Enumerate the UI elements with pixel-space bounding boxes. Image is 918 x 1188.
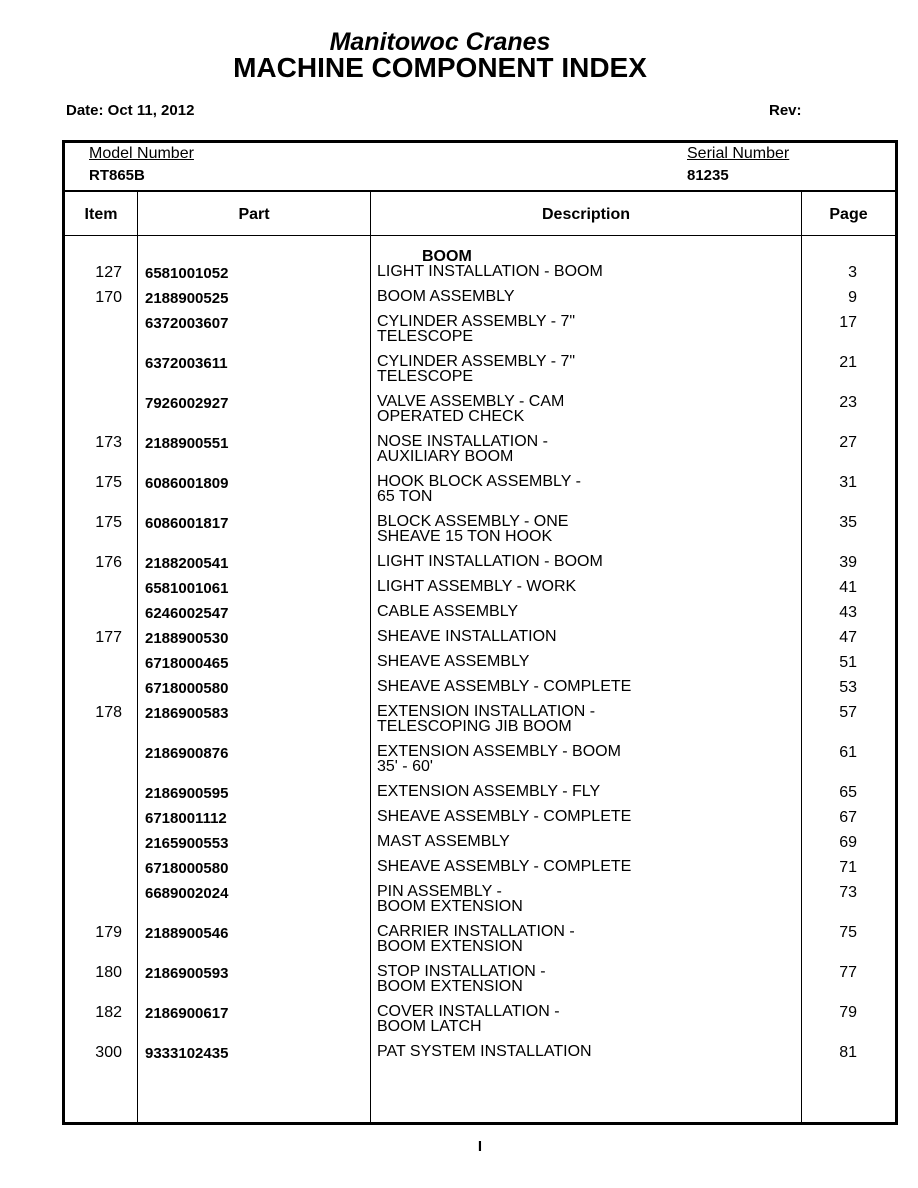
row-part-number: 6581001052 <box>145 265 229 282</box>
row-item-number: 177 <box>95 629 122 646</box>
row-page-number: 81 <box>839 1044 857 1061</box>
row-description-line-1: STOP INSTALLATION - <box>377 963 546 980</box>
row-part-number: 2188900551 <box>145 435 229 452</box>
row-page-number: 61 <box>839 744 857 761</box>
row-description-line-1: BLOCK ASSEMBLY - ONE <box>377 513 569 530</box>
row-item-number: 175 <box>95 474 122 491</box>
row-item-number: 180 <box>95 964 122 981</box>
row-description <box>377 354 777 384</box>
row-description-line-2: TELESCOPE <box>377 328 474 345</box>
row-description-line-1: SHEAVE ASSEMBLY - COMPLETE <box>377 678 632 695</box>
row-description-line-2: TELESCOPING JIB BOOM <box>377 718 572 735</box>
row-description-line-1: LIGHT ASSEMBLY - WORK <box>377 578 577 595</box>
row-description-line-2: AUXILIARY BOOM <box>377 448 514 465</box>
row-page-number: 75 <box>839 924 857 941</box>
row-description <box>377 314 777 344</box>
document-title: MACHINE COMPONENT INDEX <box>233 52 647 83</box>
column-divider-part <box>370 191 371 1122</box>
document-date: Date: Oct 11, 2012 <box>66 102 195 119</box>
row-part-number: 2186900617 <box>145 1005 229 1022</box>
row-description <box>377 579 777 594</box>
row-description-line-1: LIGHT INSTALLATION - BOOM <box>377 553 603 570</box>
row-page-number: 23 <box>839 394 857 411</box>
row-item-number: 176 <box>95 554 122 571</box>
row-part-number: 6689002024 <box>145 885 229 902</box>
row-description-line-1: HOOK BLOCK ASSEMBLY - <box>377 473 581 490</box>
row-description-line-1: NOSE INSTALLATION - <box>377 433 548 450</box>
row-description-line-1: PIN ASSEMBLY - <box>377 883 502 900</box>
row-description <box>377 859 777 874</box>
row-description-line-1: CYLINDER ASSEMBLY - 7" <box>377 353 576 370</box>
row-description <box>377 289 777 304</box>
component-index-table <box>62 140 898 1125</box>
row-part-number: 6718000580 <box>145 680 229 697</box>
row-description-line-1: VALVE ASSEMBLY - CAM <box>377 393 565 410</box>
row-description <box>377 679 777 694</box>
row-description <box>377 434 777 464</box>
row-description <box>377 629 777 644</box>
header-divider <box>65 190 895 192</box>
row-item-number: 173 <box>95 434 122 451</box>
row-part-number: 2165900553 <box>145 835 229 852</box>
row-description-line-1: SHEAVE ASSEMBLY - COMPLETE <box>377 808 632 825</box>
row-description-line-1: SHEAVE ASSEMBLY <box>377 653 530 670</box>
row-part-number: 2186900876 <box>145 745 229 762</box>
column-header-item: Item <box>84 206 118 223</box>
row-page-number: 53 <box>839 679 857 696</box>
row-description-line-1: CARRIER INSTALLATION - <box>377 923 575 940</box>
row-part-number: 2186900593 <box>145 965 229 982</box>
row-description <box>377 964 777 994</box>
model-number-value: RT865B <box>89 167 145 184</box>
row-description-line-2: TELESCOPE <box>377 368 474 385</box>
row-description-line-1: SHEAVE INSTALLATION <box>377 628 557 645</box>
row-item-number: 170 <box>95 289 122 306</box>
row-description <box>377 834 777 849</box>
model-number-label: Model Number <box>89 145 194 162</box>
row-page-number: 51 <box>839 654 857 671</box>
row-page-number: 3 <box>848 264 857 281</box>
row-description <box>377 654 777 669</box>
row-description-line-1: EXTENSION ASSEMBLY - BOOM <box>377 743 621 760</box>
row-description <box>377 474 777 504</box>
serial-number-label: Serial Number <box>687 145 790 162</box>
row-description-line-1: LIGHT INSTALLATION - BOOM <box>377 263 603 280</box>
row-description <box>377 394 777 424</box>
row-part-number: 9333102435 <box>145 1045 229 1062</box>
row-part-number: 6718000465 <box>145 655 229 672</box>
row-page-number: 21 <box>839 354 857 371</box>
row-item-number: 182 <box>95 1004 122 1021</box>
row-description <box>377 514 777 544</box>
row-item-number: 178 <box>95 704 122 721</box>
row-part-number: 2188900530 <box>145 630 229 647</box>
row-page-number: 65 <box>839 784 857 801</box>
row-description <box>377 264 777 279</box>
column-header-description: Description <box>541 206 630 223</box>
row-description <box>377 704 777 734</box>
row-page-number: 41 <box>839 579 857 596</box>
row-page-number: 47 <box>839 629 857 646</box>
row-description-line-2: BOOM EXTENSION <box>377 938 523 955</box>
row-description <box>377 924 777 954</box>
row-description-line-2: BOOM EXTENSION <box>377 978 523 995</box>
row-page-number: 73 <box>839 884 857 901</box>
row-description-line-1: MAST ASSEMBLY <box>377 833 510 850</box>
row-description-line-2: BOOM LATCH <box>377 1018 482 1035</box>
row-description-line-1: COVER INSTALLATION - <box>377 1003 560 1020</box>
row-page-number: 67 <box>839 809 857 826</box>
row-part-number: 2188900546 <box>145 925 229 942</box>
row-page-number: 57 <box>839 704 857 721</box>
row-page-number: 27 <box>839 434 857 451</box>
row-page-number: 17 <box>839 314 857 331</box>
row-description <box>377 1004 777 1034</box>
row-page-number: 35 <box>839 514 857 531</box>
row-description <box>377 554 777 569</box>
row-part-number: 6086001817 <box>145 515 229 532</box>
row-page-number: 39 <box>839 554 857 571</box>
row-item-number: 179 <box>95 924 122 941</box>
company-name: Manitowoc Cranes <box>329 28 551 56</box>
row-part-number: 6086001809 <box>145 475 229 492</box>
row-description-line-1: CABLE ASSEMBLY <box>377 603 519 620</box>
row-description <box>377 604 777 619</box>
row-part-number: 2188900525 <box>145 290 229 307</box>
row-description-line-1: EXTENSION INSTALLATION - <box>377 703 596 720</box>
row-part-number: 6718000580 <box>145 860 229 877</box>
row-page-number: 79 <box>839 1004 857 1021</box>
row-part-number: 6246002547 <box>145 605 229 622</box>
row-page-number: 9 <box>848 289 857 306</box>
row-description <box>377 884 777 914</box>
document-revision: Rev: <box>769 102 802 119</box>
row-page-number: 69 <box>839 834 857 851</box>
section-heading: BOOM <box>422 248 472 265</box>
row-item-number: 300 <box>95 1044 122 1061</box>
column-header-divider <box>65 235 895 236</box>
row-description-line-1: CYLINDER ASSEMBLY - 7" <box>377 313 576 330</box>
row-description <box>377 809 777 824</box>
row-part-number: 6372003607 <box>145 315 229 332</box>
row-description-line-2: 35' - 60' <box>377 758 433 775</box>
row-description <box>377 744 777 774</box>
column-divider-desc <box>801 191 802 1122</box>
row-description-line-1: BOOM ASSEMBLY <box>377 288 515 305</box>
row-description-line-2: BOOM EXTENSION <box>377 898 523 915</box>
row-part-number: 2188200541 <box>145 555 229 572</box>
row-description-line-1: EXTENSION ASSEMBLY - FLY <box>377 783 601 800</box>
row-description-line-1: PAT SYSTEM INSTALLATION <box>377 1043 592 1060</box>
page-number: I <box>477 1138 483 1155</box>
row-description <box>377 784 777 799</box>
row-part-number: 2186900595 <box>145 785 229 802</box>
serial-number-value: 81235 <box>687 167 729 184</box>
row-description-line-2: 65 TON <box>377 488 433 505</box>
row-page-number: 31 <box>839 474 857 491</box>
row-part-number: 6718001112 <box>145 810 227 827</box>
row-part-number: 2186900583 <box>145 705 229 722</box>
row-part-number: 7926002927 <box>145 395 229 412</box>
row-description-line-2: SHEAVE 15 TON HOOK <box>377 528 553 545</box>
column-divider-item <box>137 191 138 1122</box>
row-description <box>377 1044 777 1059</box>
row-description-line-2: OPERATED CHECK <box>377 408 525 425</box>
row-item-number: 175 <box>95 514 122 531</box>
row-item-number: 127 <box>95 264 122 281</box>
row-page-number: 71 <box>839 859 857 876</box>
row-description-line-1: SHEAVE ASSEMBLY - COMPLETE <box>377 858 632 875</box>
row-page-number: 77 <box>839 964 857 981</box>
row-part-number: 6581001061 <box>145 580 229 597</box>
row-page-number: 43 <box>839 604 857 621</box>
column-header-part: Part <box>238 206 270 223</box>
column-header-page: Page <box>829 206 868 223</box>
row-part-number: 6372003611 <box>145 355 228 372</box>
